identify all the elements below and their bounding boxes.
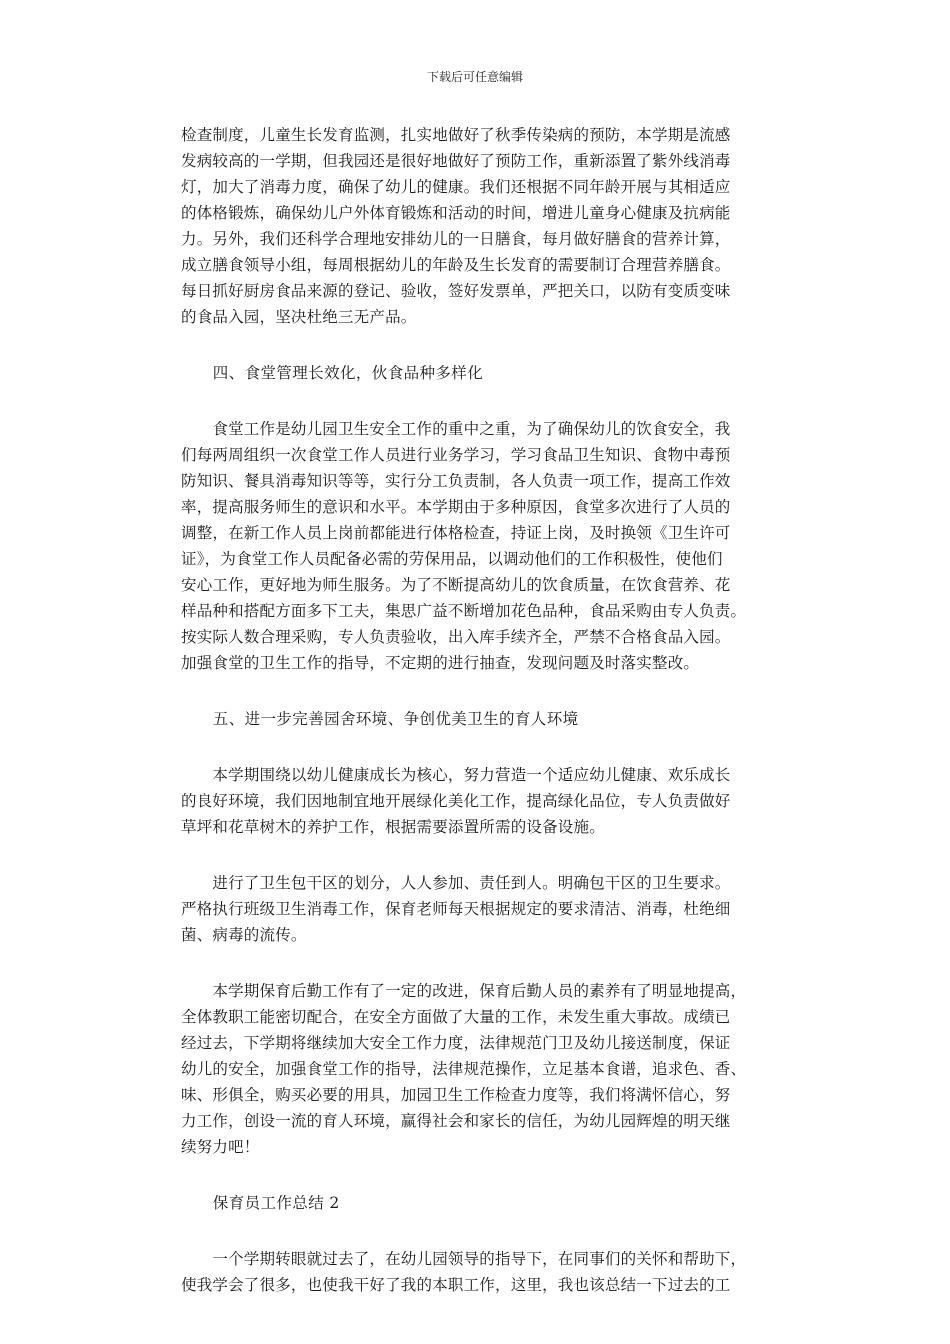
text-line: 灯，加大了消毒力度，确保了幼儿的健康。我们还根据不同年龄开展与其相适应 [181,178,731,196]
text-line: 味、形俱全，购买必要的用具，加园卫生工作检查力度等，我们将满怀信心，努 [181,1086,731,1104]
text-line: 幼儿的安全，加强食堂工作的指导，法律规范操作，立足基本食谱，追求色、香、 [181,1060,747,1078]
text-line: 五、进一步完善园舍环境、争创优美卫生的育人环境 [181,710,579,728]
text-line: 力工作，创设一流的育人环境，赢得社会和家长的信任，为幼儿园辉煌的明天继 [181,1112,731,1130]
text-line: 续努力吧！ [181,1138,260,1156]
text-line: 安心工作，更好地为师生服务。为了不断提高幼儿的饮食质量，在饮食营养、花 [181,576,731,594]
text-line: 发病较高的一学期，但我园还是很好地做好了预防工作，重新添置了紫外线消毒 [181,152,731,170]
text-line: 本学期保育后勤工作有了一定的改进，保育后勤人员的素养有了明显地提高， [181,982,747,1000]
document-body [181,122,773,1328]
text-line: 的良好环境，我们因地制宜地开展绿化美化工作，提高绿化品位，专人负责做好 [181,792,731,810]
text-line: 一个学期转眼就过去了，在幼儿园领导的指导下，在同事们的关怀和帮助下， [181,1250,747,1268]
paragraph [181,1246,773,1298]
text-line: 调整，在新工作人员上岗前都能进行体格检查，持证上岗，及时换领《卫生许可 [181,524,731,542]
text-line: 菌、病毒的流传。 [181,926,307,944]
paragraph [181,762,773,840]
text-line: 草坪和花草树木的养护工作，根据需要添置所需的设备设施。 [181,818,605,836]
paragraph [181,122,773,330]
text-line: 加强食堂的卫生工作的指导，不定期的进行抽查，发现问题及时落实整改。 [181,654,700,672]
text-line: 食堂工作是幼儿园卫生安全工作的重中之重，为了确保幼儿的饮食安全，我 [181,420,731,438]
text-line: 检查制度，儿童生长发育监测，扎实地做好了秋季传染病的预防，本学期是流感 [181,126,731,144]
text-line: 证》，为食堂工作人员配备必需的劳保用品，以调动他们的工作积极性，使他们 [181,550,723,568]
section-heading [181,360,773,386]
text-line: 的体格锻炼，确保幼儿户外体育锻炼和活动的时间，增进儿童身心健康及抗病能 [181,204,731,222]
text-line: 进行了卫生包干区的划分，人人参加、责任到人。明确包干区的卫生要求。 [181,874,731,892]
paragraph [181,416,773,676]
text-line: 全体教职工能密切配合，在安全方面做了大量的工作，未发生重大事故。成绩已 [181,1008,731,1026]
text-line: 率，提高服务师生的意识和水平。本学期由于多种原因，食堂多次进行了人员的 [181,498,731,516]
section-heading [181,706,773,732]
text-line: 防知识、餐具消毒知识等等，实行分工负责制，各人负责一项工作，提高工作效 [181,472,731,490]
text-line: 使我学会了很多，也使我干好了我的本职工作，这里，我也该总结一下过去的工 [181,1276,731,1294]
text-line: 按实际人数合理采购，专人负责验收，出入库手续齐全，严禁不合格食品入园。 [181,628,731,646]
page-header: 下载后可任意编辑 [426,70,523,84]
section-heading [181,1190,773,1216]
text-line: 的食品入园，坚决杜绝三无产品。 [181,308,417,326]
paragraph [181,978,773,1160]
text-line: 成立膳食领导小组，每周根据幼儿的年龄及生长发育的需要制订合理营养膳食。 [181,256,731,274]
text-line: 每日抓好厨房食品来源的登记、验收，签好发票单，严把关口，以防有变质变味 [181,282,731,300]
text-line: 本学期围绕以幼儿健康成长为核心，努力营造一个适应幼儿健康、欢乐成长 [181,766,731,784]
paragraph [181,870,773,948]
text-line: 力。另外，我们还科学合理地安排幼儿的一日膳食，每月做好膳食的营养计算， [181,230,731,248]
text-line: 经过去，下学期将继续加大安全工作力度，法律规范门卫及幼儿接送制度，保证 [181,1034,731,1052]
text-line: 们每两周组织一次食堂工作人员进行业务学习，学习食品卫生知识、食物中毒预 [181,446,731,464]
text-line: 严格执行班级卫生消毒工作，保育老师每天根据规定的要求清洁、消毒，杜绝细 [181,900,731,918]
text-line: 四、食堂管理长效化，伙食品种多样化 [181,364,484,382]
text-line: 保育员工作总结 2 [181,1194,340,1212]
text-line: 样品种和搭配方面多下工夫，集思广益不断增加花色品种，食品采购由专人负责。 [181,602,747,620]
